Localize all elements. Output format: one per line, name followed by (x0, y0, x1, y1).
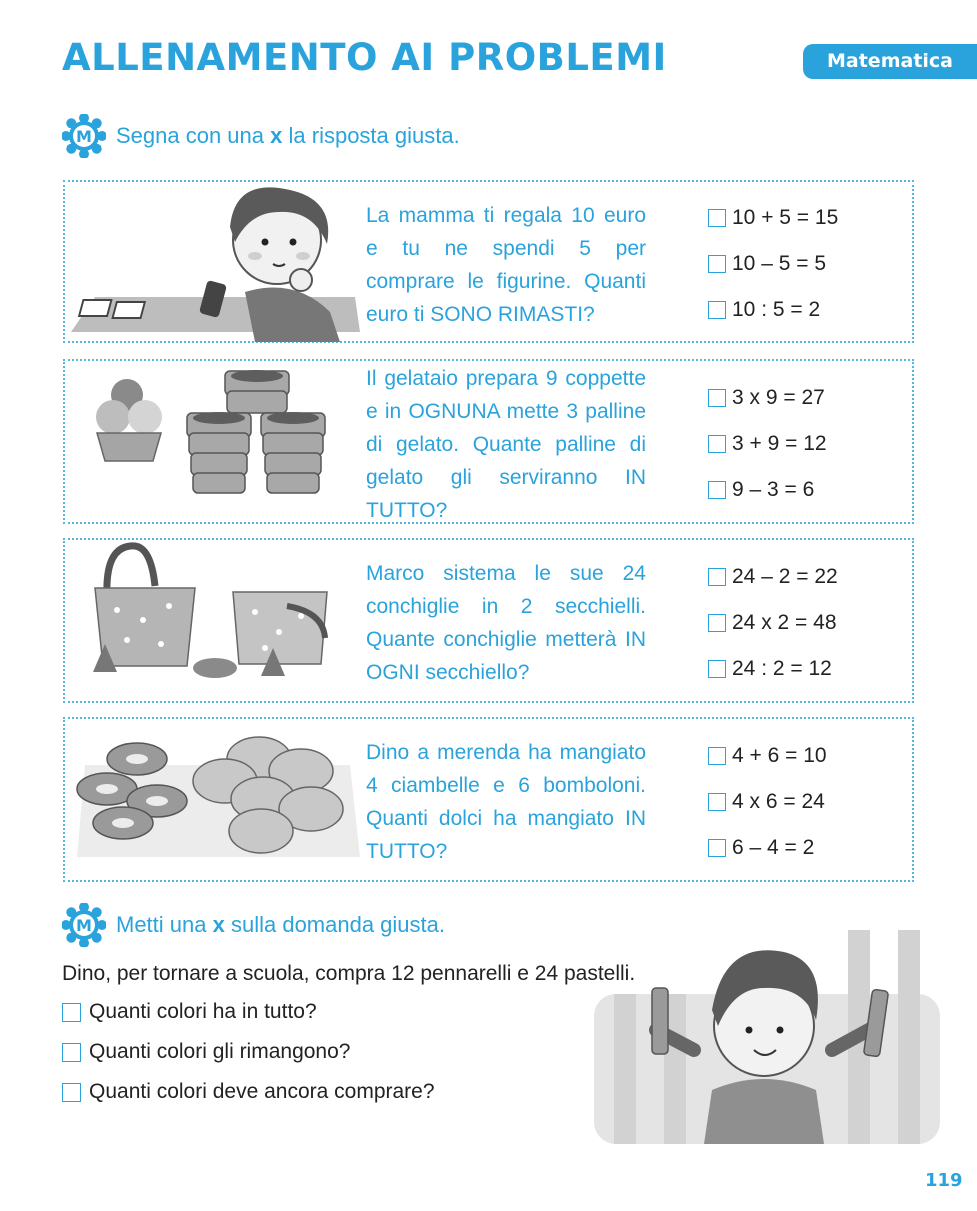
option-3b[interactable]: 24 x 2 = 48 (708, 600, 838, 646)
problem-5-text: Dino, per tornare a scuola, compra 12 pennarelli e 24 pastelli. (62, 962, 636, 985)
instruction-2 (62, 903, 445, 947)
problem-box-3 (63, 538, 914, 703)
problem-2-text: Il gelataio prepara 9 coppette e in OGNUNA mette 3 palline di gelato. Quante palline di gelato gli serviranno IN TUTTO? (366, 367, 646, 522)
option-1c[interactable]: 10 : 5 = 2 (708, 287, 838, 333)
checkbox[interactable] (708, 255, 726, 273)
option-2c[interactable]: 9 – 3 = 6 (708, 467, 827, 513)
option-4b[interactable]: 4 x 6 = 24 (708, 779, 827, 825)
problem-1-options (708, 195, 838, 333)
problem-box-1 (63, 180, 914, 343)
checkbox[interactable] (708, 301, 726, 319)
problem-4-text: Dino a merenda ha mangiato 4 ciambelle e 6 bomboloni. Quanti dolci ha mangiato IN TUTTO? (366, 741, 646, 863)
option-2b[interactable]: 3 + 9 = 12 (708, 421, 827, 467)
question-option-1[interactable]: Quanti colori ha in tutto? (62, 1000, 317, 1024)
buckets-and-shells-illustration (65, 540, 365, 700)
subject-tab: Matematica (803, 44, 977, 79)
problem-box-2 (63, 359, 914, 524)
instruction-1 (62, 114, 460, 158)
checkbox[interactable] (708, 389, 726, 407)
donuts-and-bomboloni-illustration (65, 719, 365, 879)
checkbox[interactable] (708, 481, 726, 499)
checkbox[interactable] (62, 1043, 81, 1062)
problem-4-options (708, 733, 827, 871)
option-3c[interactable]: 24 : 2 = 12 (708, 646, 838, 692)
page-title: ALLENAMENTO AI PROBLEMI (62, 36, 667, 79)
instruction-1-text: Segna con una x la risposta giusta. (116, 123, 460, 148)
checkbox[interactable] (62, 1003, 81, 1022)
m-badge-icon (62, 903, 106, 947)
checkbox[interactable] (708, 435, 726, 453)
checkbox[interactable] (708, 747, 726, 765)
svg-text:M: M (76, 127, 92, 146)
problem-3-options (708, 554, 838, 692)
option-1a[interactable]: 10 + 5 = 15 (708, 195, 838, 241)
boy-holding-pencils-illustration (594, 930, 940, 1144)
question-option-2[interactable]: Quanti colori gli rimangono? (62, 1040, 350, 1064)
option-4a[interactable]: 4 + 6 = 10 (708, 733, 827, 779)
checkbox[interactable] (708, 839, 726, 857)
problem-3-text: Marco sistema le sue 24 conchiglie in 2 secchielli. Quante conchiglie metterà IN OGNI secchiello? (366, 562, 646, 684)
ice-cream-cups-illustration (65, 361, 365, 521)
option-1b[interactable]: 10 – 5 = 5 (708, 241, 838, 287)
problem-2-options (708, 375, 827, 513)
checkbox[interactable] (708, 568, 726, 586)
checkbox[interactable] (708, 209, 726, 227)
option-2a[interactable]: 3 x 9 = 27 (708, 375, 827, 421)
problem-box-4 (63, 717, 914, 882)
option-3a[interactable]: 24 – 2 = 22 (708, 554, 838, 600)
page-number: 119 (925, 1170, 963, 1191)
boy-thinking-with-cards-illustration (65, 182, 365, 342)
svg-text:M: M (76, 916, 92, 935)
checkbox[interactable] (708, 614, 726, 632)
checkbox[interactable] (62, 1083, 81, 1102)
m-badge-icon (62, 114, 106, 158)
checkbox[interactable] (708, 660, 726, 678)
problem-1-text: La mamma ti regala 10 euro e tu ne spendi 5 per comprare le figurine. Quanti euro ti SONO RIMASTI? (366, 204, 646, 326)
question-option-3[interactable]: Quanti colori deve ancora comprare? (62, 1080, 435, 1104)
checkbox[interactable] (708, 793, 726, 811)
option-4c[interactable]: 6 – 4 = 2 (708, 825, 827, 871)
instruction-2-text: Metti una x sulla domanda giusta. (116, 912, 445, 937)
